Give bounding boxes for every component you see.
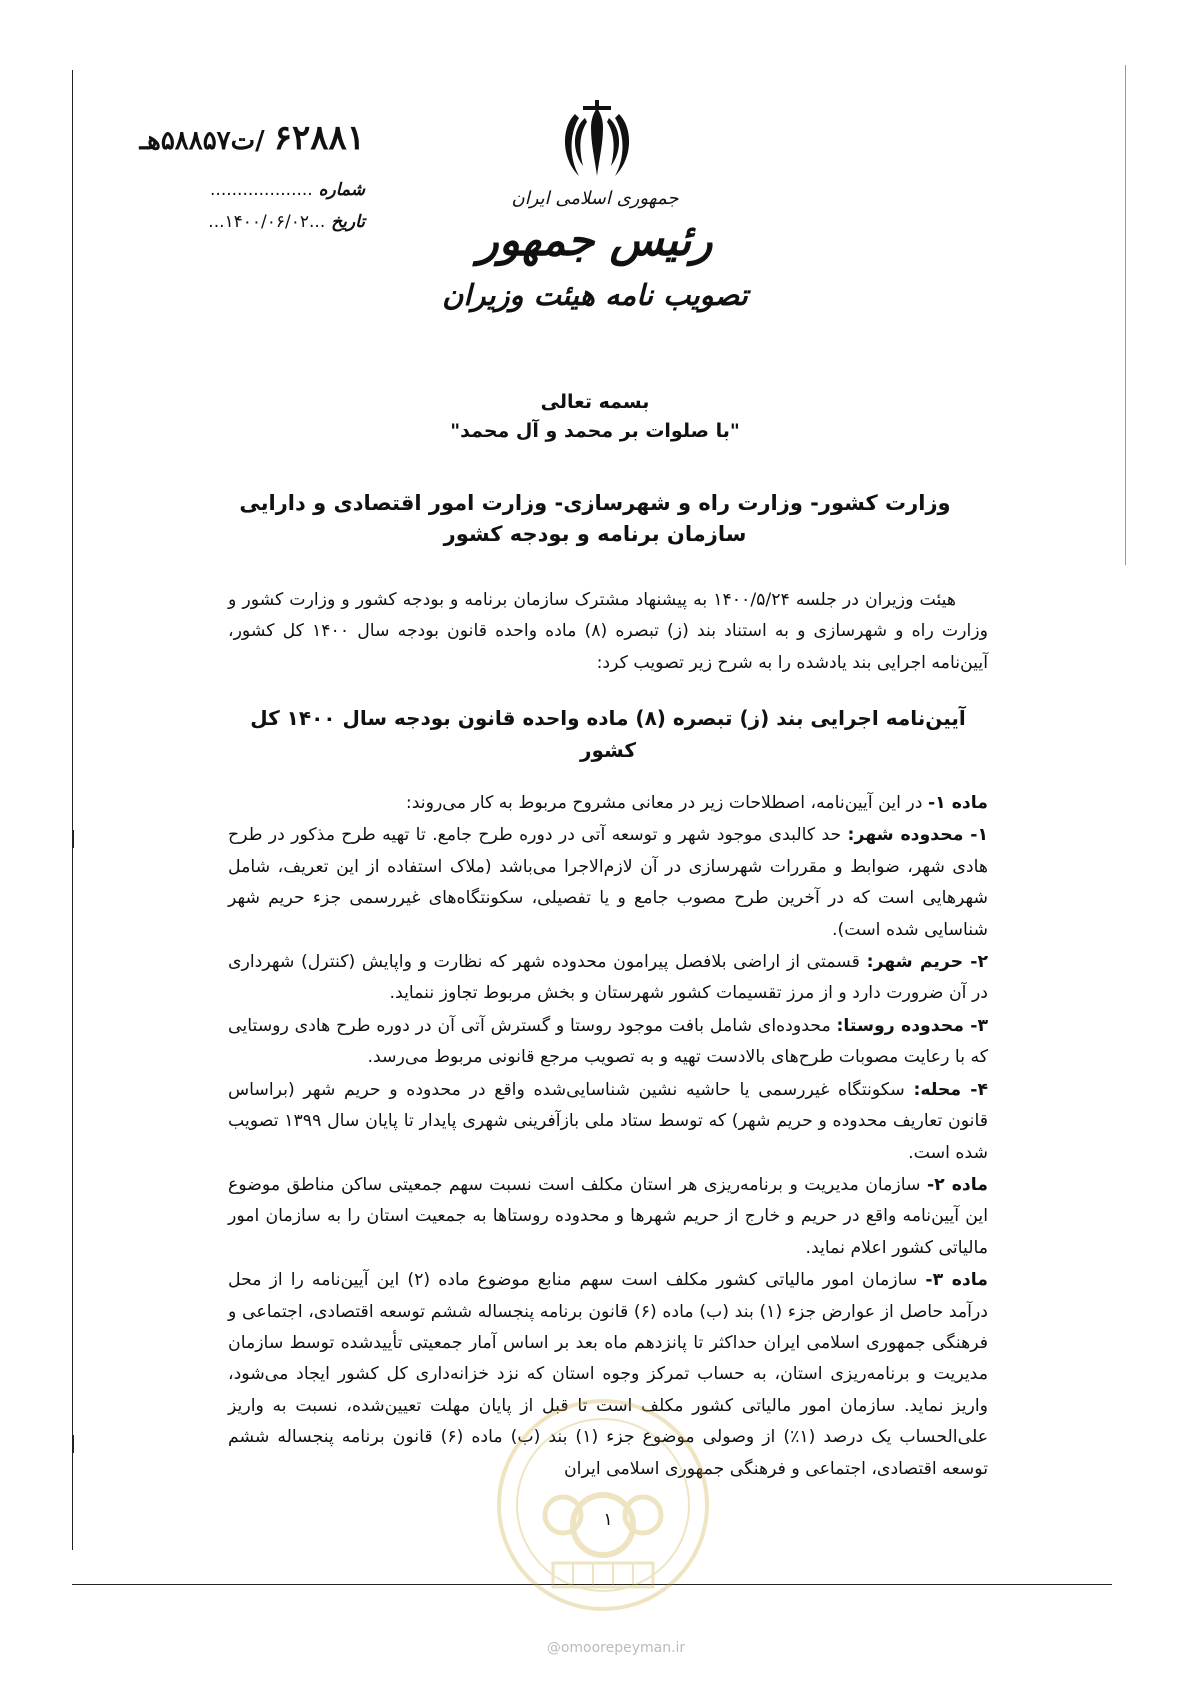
right-margin-rule — [1125, 65, 1126, 565]
left-margin-rule — [72, 70, 73, 1550]
watermark-seal-icon — [493, 1395, 713, 1615]
article-3: ماده ۳- سازمان امور مالیاتی کشور مکلف است سهم منابع موضوع ماده (۲) این آیین‌نامه را از محل درآمد حاصل از عوارض جزء (۱) بند (ب) ماده (۶) قانون برنامه پنجساله ششم توسعه اقتصادی، اجتماعی و فرهنگی جمهوری اسلامی ایران حداکثر تا پانزدهم ماه بعد بر اساس آمار جمعیتی تأییدشده توسط سازمان مدیریت و برنامه‌ریزی استان، به حساب تمرکز وجوه استان که نزد خزانه‌داری کل کشور ایجاد می‌شود، واریز نماید. سازمان امور مالیاتی کشور مکلف است تا قبل از پایان مهلت تعیین‌شده، نسبت به واریز علی‌الحساب یک درصد (۱٪) از وصولی موضوع جزء (۱) بند (ب) ماده (۶) قانون برنامه پنجساله ششم توسعه اقتصادی، اجتماعی و فرهنگی جمهوری اسلامی ایران — [228, 1270, 989, 1479]
definition-3: ۳- محدوده روستا: محدوده‌ای شامل بافت موجود روستا و گسترش آتی آن در دوره طرح هادی روستایی که با رعایت مصوبات طرح‌های بالادست تهیه و به تصویب مرجع قانونی مربوط می‌رسد. — [228, 1015, 989, 1068]
addressees: وزارت کشور- وزارت راه و شهرسازی- وزارت امور اقتصادی و دارایی سازمان برنامه و بودجه کشور — [239, 491, 951, 546]
article-2: ماده ۲- سازمان مدیریت و برنامه‌ریزی هر استان مکلف است نسبت سهم جمعیتی ساکن مناطق موضوع این آیین‌نامه واقع در حریم و خارج از حریم شهرها و محدوده روستاها به جمعیت استان را به سازمان امور مالیاتی کشور اعلام نماید. — [228, 1174, 988, 1258]
document-body — [228, 585, 988, 1536]
invocation: بسمه تعالی "با صلوات بر محمد و آل محمد" — [450, 391, 740, 442]
margin-tick — [72, 830, 74, 848]
iran-emblem-icon — [557, 100, 637, 186]
reference-number: ۶۲۸۸۱ /ت۵۸۸۵۷هـ — [139, 118, 365, 158]
margin-tick — [72, 1435, 74, 1453]
intro-paragraph: هیئت وزیران در جلسه ۱۴۰۰/۵/۲۴ به پیشنهاد مشترک سازمان برنامه و بودجه کشور و وزارت کشور و وزارت راه و شهرسازی و به استناد بند (ز) تبصره (۸) ماده واحده قانون بودجه سال ۱۴۰۰ کل کشور، آیین‌نامه اجرایی بند یادشده را به شرح زیر تصویب کرد: — [228, 590, 988, 673]
page-number: ۱ — [603, 1509, 613, 1530]
website-watermark: @omoorepeyman.ir — [546, 1640, 686, 1656]
letter-date: تاریخ ...۱۴۰۰/۰۶/۰۲... — [208, 212, 365, 232]
letterhead: جمهوری اسلامی ایران رئیس جمهور تصویب نامه هیئت وزیران — [442, 188, 748, 312]
letter-number: شماره ................... — [210, 180, 365, 200]
article-1: ماده ۱- در این آیین‌نامه، اصطلاحات زیر در معانی مشروح مربوط به کار می‌روند: — [405, 793, 988, 814]
definition-4: ۴- محله: سکونتگاه غیررسمی یا حاشیه نشین شناسایی‌شده واقع در محدوده و حریم شهر (براساس قانون تعاریف محدوده و حریم شهر) که توسط ستاد ملی بازآفرینی شهری پایدار تا پایان سال ۱۳۹۹ تصویب شده است. — [228, 1079, 988, 1163]
definition-2: ۲- حریم شهر: قسمتی از اراضی بلافصل پیرامون محدوده شهر که نظارت و واپایش (کنترل) شهرداری در آن ضرورت دارد و از مرز تقسیمات کشور شهرستان و بخش مربوط تجاوز ننماید. — [228, 952, 988, 1004]
reference-block — [115, 118, 365, 232]
regulation-title: آیین‌نامه اجرایی بند (ز) تبصره (۸) ماده واحده قانون بودجه سال ۱۴۰۰ کل کشور — [250, 706, 966, 762]
definition-1: ۱- محدوده شهر: حد کالبدی موجود شهر و توسعه آتی در دوره طرح جامع. تا تهیه طرح مذکور در طرح هادی شهر، ضوابط و مقررات شهرسازی در آن لازم‌الاجرا می‌باشد (ملاک استفاده از این تعریف، شامل شهرهایی است که در آخرین طرح مصوب جامع و یا تفصیلی، سکونتگاه‌های غیررسمی جزء حریم شهر شناسایی شده است). — [228, 825, 989, 940]
